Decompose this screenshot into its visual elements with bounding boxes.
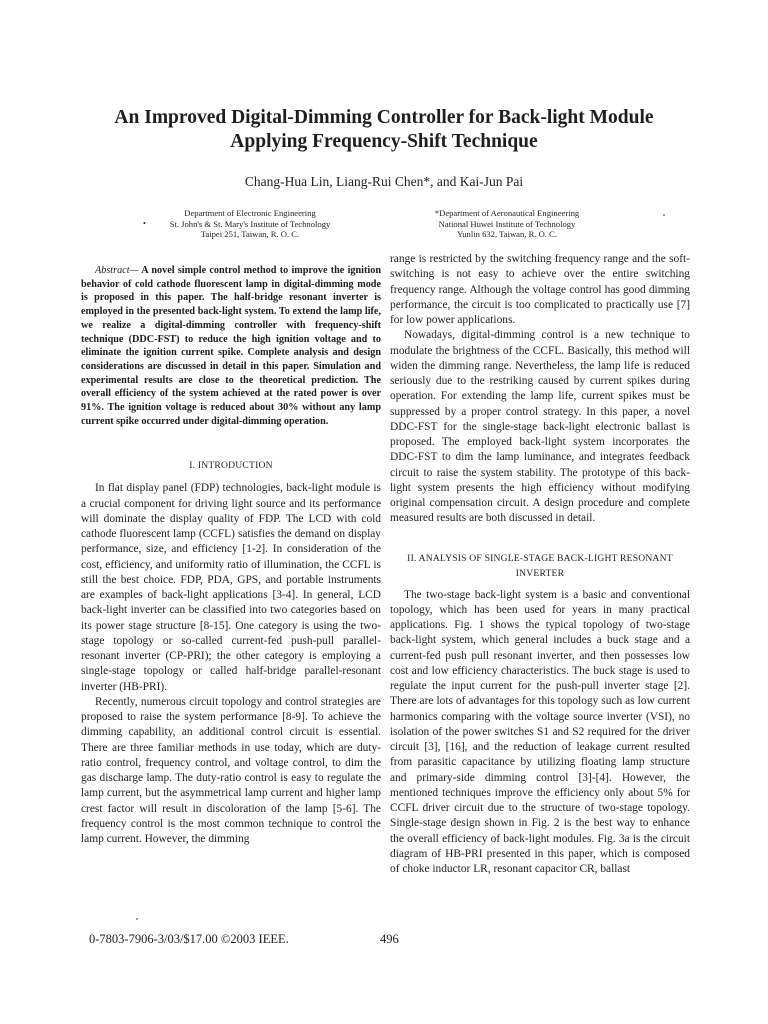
abstract bbox=[81, 264, 381, 428]
affiliation-line: National Huwei Institute of Technology bbox=[438, 218, 576, 229]
affiliation-line: Taipei 251, Taiwan, R. O. C. bbox=[200, 229, 300, 239]
page-number: 496 bbox=[380, 932, 399, 946]
scan-speck bbox=[136, 918, 138, 920]
title-line-2: Applying Frequency-Shift Technique bbox=[230, 131, 538, 152]
affiliation-line: St. John's & St. Mary's Institute of Technology bbox=[169, 218, 331, 229]
analysis-paragraph-1: The two-stage back-light system is a basic and conventional topology, which has been used for years in many practical applications. Fig. 1 shows the typical topology of two-stage back-light system, which general includes a buck stage and a current-fed push pull resonant inverter, and then possesses low cost and low efficiency characteristics. The buck stage is used to regulate the input current for the push-pull inverter stage [2]. There are lots of advantages for this topology such as low current harmonics comparing with the voltage source inverter (VSI), no isolation of the power switches S1 and S2 required for the driver circuit [3], [16], and the reduction of leakage current resulted from parasitic capacitance by utilizing floating lamp structure and primary-side dimming control [3]-[4]. However, the mentioned techniques improve the efficiency only about 5% for CCFL driver circuit due to the structure of two-stage topology. Single-stage design shown in Fig. 2 is the best way to enhance the overall efficiency of back-light modules. Fig. 3a is the circuit diagram of HB-PRI presented in this paper, which is composed of choke inductor LR, resonant capacitor CR, ballast bbox=[390, 588, 690, 875]
section-heading-introduction: I. INTRODUCTION bbox=[189, 460, 273, 472]
title-line-1: An Improved Digital-Dimming Controller for Back-light Module bbox=[114, 107, 654, 128]
copyright-footer: 0-7803-7906-3/03/$17.00 ©2003 IEEE. bbox=[89, 932, 289, 946]
paper-title bbox=[60, 106, 708, 154]
affiliation-line: Department of Electronic Engineering bbox=[184, 208, 316, 218]
author-list: Chang-Hua Lin, Liang-Rui Chen*, and Kai-Jun Pai bbox=[244, 174, 524, 189]
scan-speck bbox=[663, 214, 665, 216]
intro-paragraph-1: In flat display panel (FDP) technologies, back-light module is a crucial component for driving light source and its performance will dominate the display quality of FDP. The LCD with cold cathode fluorescent lamp (CCFL) satisfies the demand on display performance, size, and efficiency [1-2]. In consideration of the cost, efficiency, and uniformity ratio of illumination, the CCFL is still the best choice. FDP, PDA, GPS, and portable instruments are examples of back-light applications [3-4]. In general, LCD back-light inverter can be classified into two categories based on its power stage structure [8-15]. One category is using the two-stage topology or so-called current-fed push-pull parallel-resonant inverter (CP-PRI); the other category is employing a single-stage topology or called half-bridge parallel-resonant inverter (HB-PRI). bbox=[81, 482, 381, 693]
left-column bbox=[81, 264, 381, 847]
affiliation-line: *Department of Aeronautical Engineering bbox=[434, 208, 580, 218]
section-heading-line-1: II. ANALYSIS OF SINGLE-STAGE BACK-LIGHT RESONANT bbox=[407, 552, 673, 564]
section-heading-line-2: INVERTER bbox=[515, 567, 565, 579]
affiliation-line: Yunlin 632, Taiwan, R. O. C. bbox=[457, 229, 557, 239]
affiliation-bullet: • bbox=[143, 219, 146, 228]
section-heading-analysis bbox=[390, 551, 690, 581]
right-column bbox=[390, 252, 690, 877]
affiliation-left bbox=[130, 208, 370, 240]
right-paragraph-1: range is restricted by the switching frequency range and the soft-switching is not easy to achieve over the entire switching frequency range. Although the voltage control has good dimming performance, the circuit is too complicated to practically use [7] for low power applications. bbox=[390, 253, 690, 326]
abstract-lead: Abstract— bbox=[95, 265, 139, 276]
intro-paragraph-2: Recently, numerous circuit topology and control strategies are proposed to raise the system performance [8-9]. To achieve the dimming capability, an additional control circuit is essential. There are three familiar methods in use today, which are duty-ratio control, frequency control, and voltage control, to dim the gas discharge lamp. The duty-ratio control is easy to regulate the lamp current, but the asymmetrical lamp current and higher lamp crest factor will result in discoloration of the lamp [5-6]. The frequency control is the most common technique to control the lamp current. However, the dimming bbox=[81, 695, 381, 846]
abstract-text: A novel simple control method to improve the ignition behavior of cold cathode fluorescent lamp in digital-dimming mode is proposed in this paper. The half-bridge resonant inverter is employed in the presented back-light system. To extend the lamp life, we realize a digital-dimming controller with frequency-shift technique (DDC-FST) to reduce the high ignition voltage and to eliminate the ignition current spike. Complete analysis and design considerations are discussed in detail in this paper. Simulation and experimental results are close to the theoretical prediction. The overall efficiency of the system achieved at the rated power is over 91%. The ignition voltage is reduced about 30% without any lamp current spike occurred under digital-dimming operation. bbox=[81, 265, 381, 427]
affiliation-right bbox=[392, 208, 622, 240]
right-paragraph-2: Nowadays, digital-dimming control is a new technique to modulate the brightness of the CCFL. Basically, this method will widen the dimming range. Nevertheless, the lamp life is reduced seriously due to the restriking caused by current spikes during operation. For extending the lamp life, current spikes must be suppressed by a proper control strategy. In this paper, a novel DDC-FST for the single-stage back-light electronic ballast is proposed. The employed back-light system incorporates the DDC-FST to dim the lamp luminance, and integrates feedback circuit to raise the system stability. The prototype of this back-light system presents the high efficiency without modifying original compensation circuit. A design procedure and complete measured results are both discussed in detail. bbox=[390, 329, 690, 525]
